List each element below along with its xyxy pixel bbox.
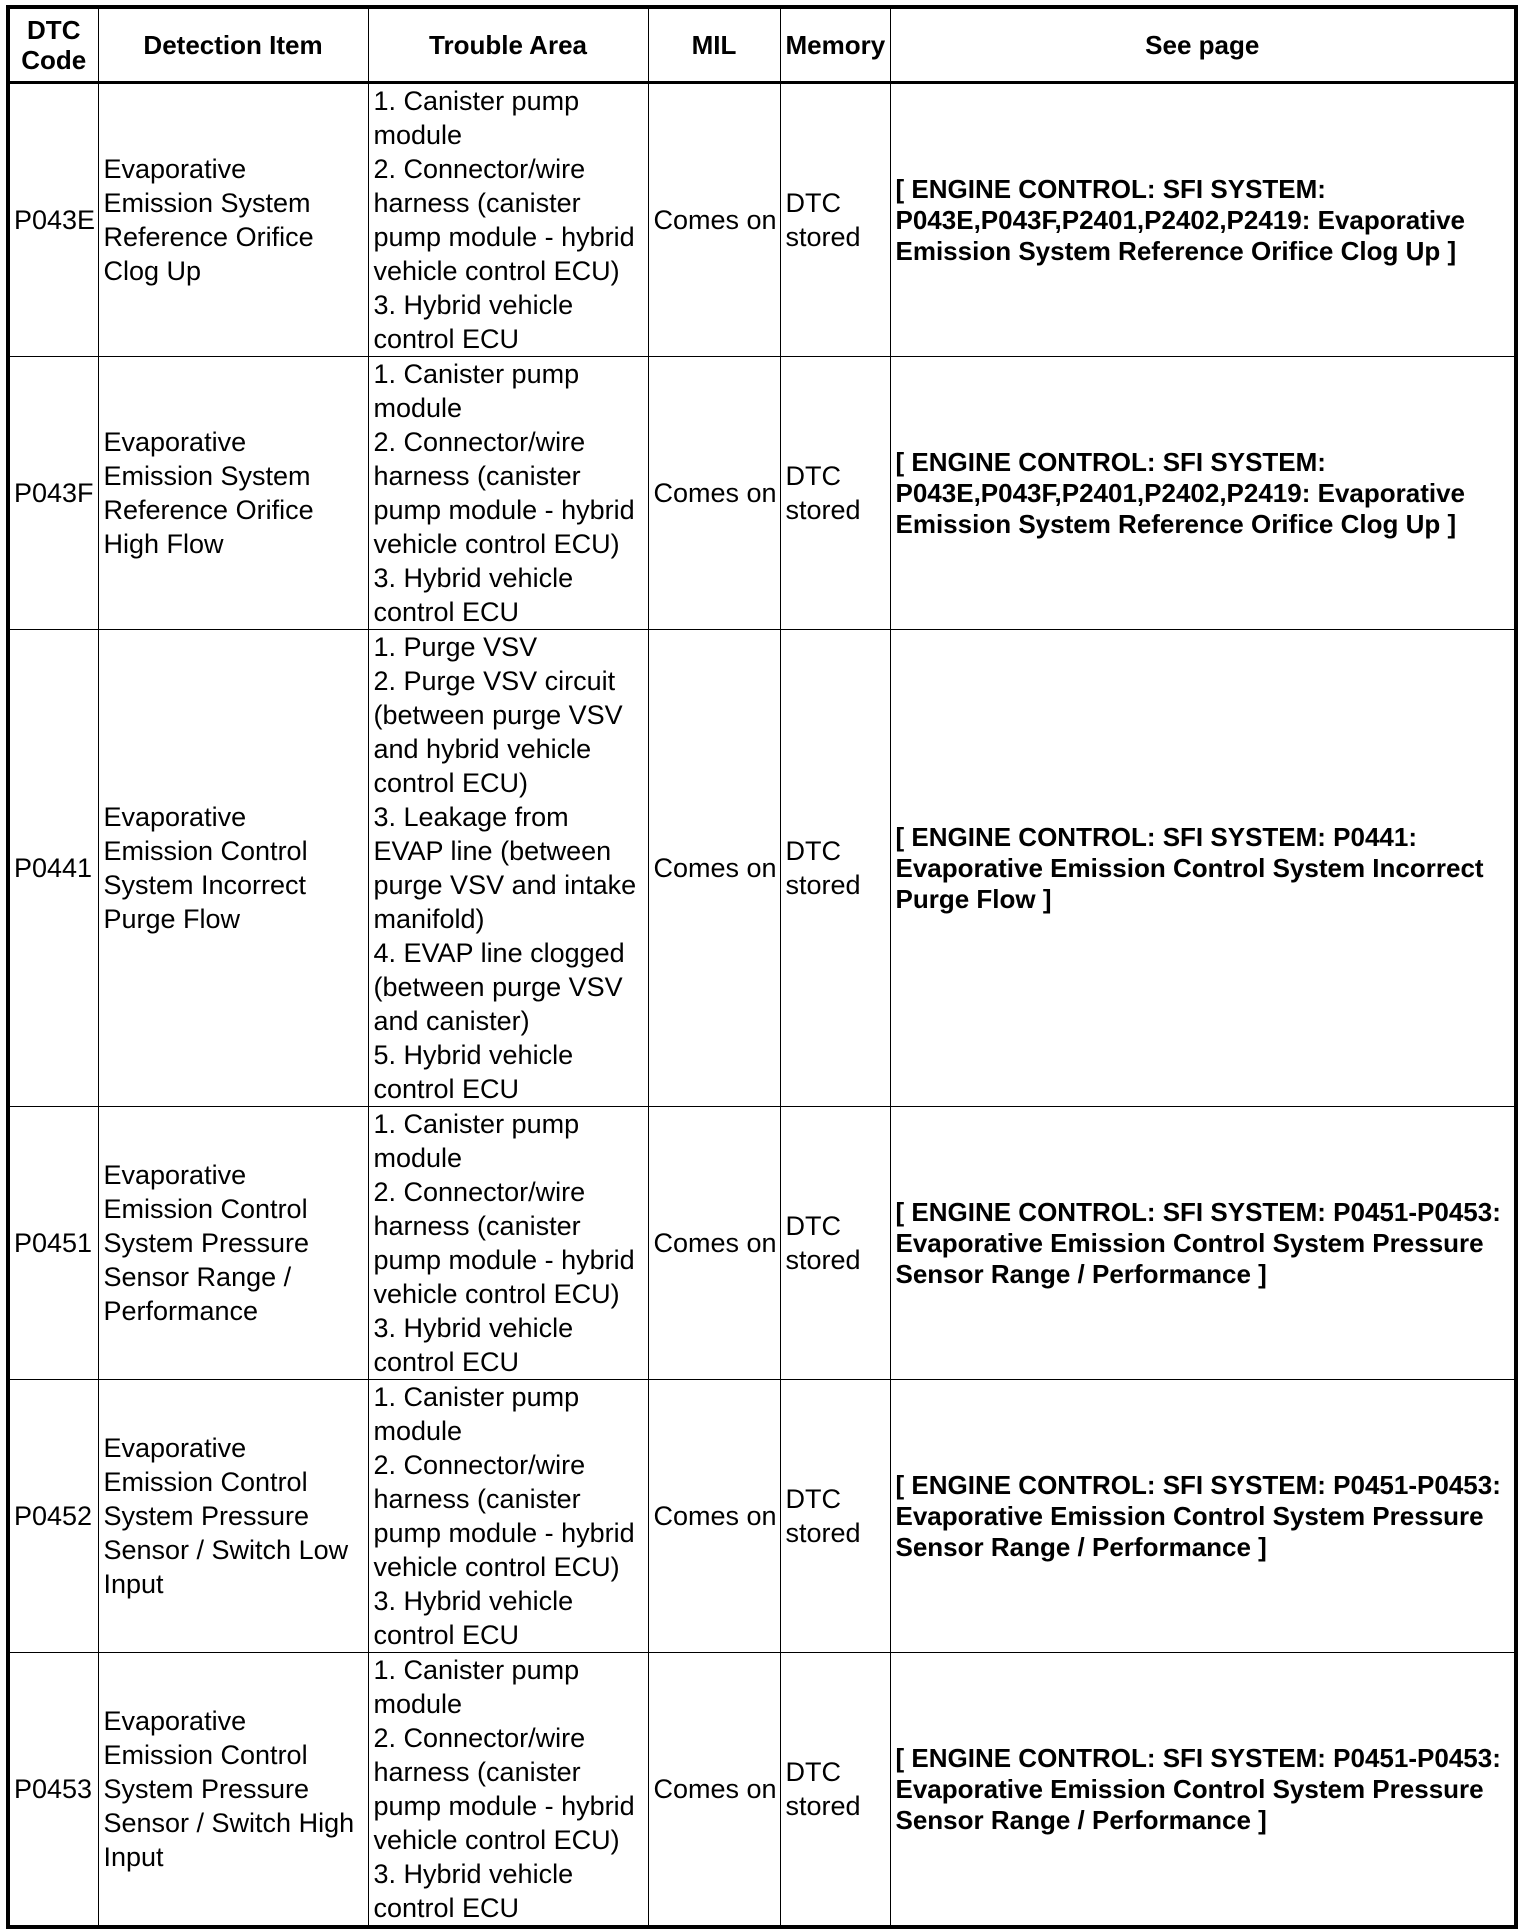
memory-cell: DTC stored <box>780 1653 890 1928</box>
header-trouble-area: Trouble Area <box>368 7 648 83</box>
table-row <box>8 1380 1516 1653</box>
trouble-area-line: 2. Connector/wire harness (canister pump module - hybrid vehicle control ECU) <box>373 1723 635 1855</box>
table-body <box>8 83 1516 1928</box>
header-detection-item: Detection Item <box>98 7 368 83</box>
dtc-code-cell: P0452 <box>8 1380 98 1653</box>
dtc-code-cell: P0453 <box>8 1653 98 1928</box>
trouble-area-line: 1. Canister pump module <box>373 1655 580 1719</box>
see-page-link[interactable]: [ ENGINE CONTROL: SFI SYSTEM: P0451-P0453: Evaporative Emission Control System Pressure Sensor Range / Performance ] <box>890 1653 1516 1928</box>
memory-cell: DTC stored <box>780 630 890 1107</box>
see-page-link[interactable]: [ ENGINE CONTROL: SFI SYSTEM: P0451-P0453: Evaporative Emission Control System Pressure Sensor Range / Performance ] <box>890 1380 1516 1653</box>
trouble-area-line: 3. Hybrid vehicle control ECU <box>373 290 574 354</box>
dtc-table <box>6 5 1518 1929</box>
dtc-code-cell: P0451 <box>8 1107 98 1380</box>
header-mil: MIL <box>648 7 780 83</box>
trouble-area-line: 3. Hybrid vehicle control ECU <box>373 563 574 627</box>
memory-cell: DTC stored <box>780 1107 890 1380</box>
trouble-area-cell <box>368 1653 648 1928</box>
trouble-area-line: 3. Hybrid vehicle control ECU <box>373 1586 574 1650</box>
trouble-area-line: 1. Canister pump module <box>373 86 580 150</box>
trouble-area-cell <box>368 630 648 1107</box>
memory-cell: DTC stored <box>780 1380 890 1653</box>
trouble-area-cell <box>368 357 648 630</box>
detection-item-cell: Evaporative Emission System Reference Orifice High Flow <box>98 357 368 630</box>
dtc-code-cell: P043E <box>8 83 98 357</box>
trouble-area-line: 3. Leakage from EVAP line (between purge VSV and intake manifold) <box>373 802 637 934</box>
table-row <box>8 357 1516 630</box>
trouble-area-line: 3. Hybrid vehicle control ECU <box>373 1859 574 1923</box>
trouble-area-line: 2. Connector/wire harness (canister pump module - hybrid vehicle control ECU) <box>373 1450 635 1582</box>
trouble-area-line: 2. Connector/wire harness (canister pump module - hybrid vehicle control ECU) <box>373 427 635 559</box>
see-page-link[interactable]: [ ENGINE CONTROL: SFI SYSTEM: P043E,P043F,P2401,P2402,P2419: Evaporative Emission System Reference Orifice Clog Up ] <box>890 357 1516 630</box>
table-row <box>8 1107 1516 1380</box>
trouble-area-line: 2. Purge VSV circuit (between purge VSV and hybrid vehicle control ECU) <box>373 666 623 798</box>
trouble-area-line: 3. Hybrid vehicle control ECU <box>373 1313 574 1377</box>
trouble-area-line: 1. Canister pump module <box>373 359 580 423</box>
see-page-link[interactable]: [ ENGINE CONTROL: SFI SYSTEM: P0451-P0453: Evaporative Emission Control System Pressure Sensor Range / Performance ] <box>890 1107 1516 1380</box>
trouble-area-cell <box>368 83 648 357</box>
trouble-area-line: 1. Canister pump module <box>373 1109 580 1173</box>
mil-cell: Comes on <box>648 1653 780 1928</box>
trouble-area-line: 1. Canister pump module <box>373 1382 580 1446</box>
table-row <box>8 1653 1516 1928</box>
dtc-code-cell: P043F <box>8 357 98 630</box>
header-row <box>8 7 1516 83</box>
dtc-code-cell: P0441 <box>8 630 98 1107</box>
trouble-area-line: 5. Hybrid vehicle control ECU <box>373 1040 574 1104</box>
trouble-area-line: 2. Connector/wire harness (canister pump module - hybrid vehicle control ECU) <box>373 1177 635 1309</box>
header-memory: Memory <box>780 7 890 83</box>
see-page-link[interactable]: [ ENGINE CONTROL: SFI SYSTEM: P043E,P043F,P2401,P2402,P2419: Evaporative Emission System Reference Orifice Clog Up ] <box>890 83 1516 357</box>
mil-cell: Comes on <box>648 630 780 1107</box>
trouble-area-line: 4. EVAP line clogged (between purge VSV and canister) <box>373 938 625 1036</box>
memory-cell: DTC stored <box>780 83 890 357</box>
trouble-area-line: 2. Connector/wire harness (canister pump module - hybrid vehicle control ECU) <box>373 154 635 286</box>
detection-item-cell: Evaporative Emission Control System Pressure Sensor / Switch Low Input <box>98 1380 368 1653</box>
mil-cell: Comes on <box>648 357 780 630</box>
detection-item-cell: Evaporative Emission Control System Pressure Sensor / Switch High Input <box>98 1653 368 1928</box>
detection-item-cell: Evaporative Emission Control System Incorrect Purge Flow <box>98 630 368 1107</box>
memory-cell: DTC stored <box>780 357 890 630</box>
trouble-area-line: 1. Purge VSV <box>373 632 538 662</box>
header-dtc-code: DTC Code <box>8 7 98 83</box>
table-row <box>8 83 1516 357</box>
header-see-page: See page <box>890 7 1516 83</box>
mil-cell: Comes on <box>648 83 780 357</box>
mil-cell: Comes on <box>648 1107 780 1380</box>
table-header <box>8 7 1516 83</box>
trouble-area-cell <box>368 1107 648 1380</box>
detection-item-cell: Evaporative Emission System Reference Orifice Clog Up <box>98 83 368 357</box>
trouble-area-cell <box>368 1380 648 1653</box>
see-page-link[interactable]: [ ENGINE CONTROL: SFI SYSTEM: P0441: Evaporative Emission Control System Incorrect Purge Flow ] <box>890 630 1516 1107</box>
detection-item-cell: Evaporative Emission Control System Pressure Sensor Range / Performance <box>98 1107 368 1380</box>
mil-cell: Comes on <box>648 1380 780 1653</box>
table-row <box>8 630 1516 1107</box>
